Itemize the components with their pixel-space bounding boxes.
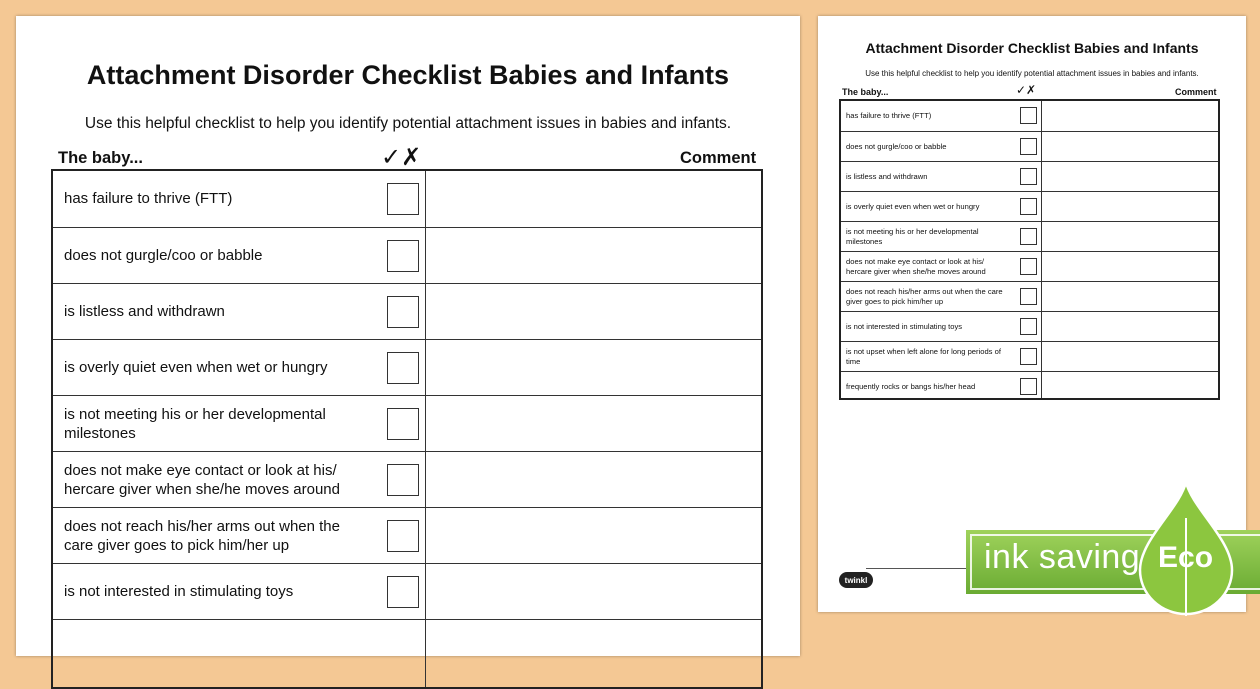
checkbox[interactable] (1020, 198, 1037, 215)
checklist-row (53, 451, 761, 507)
worksheet-subtitle-small: Use this helpful checklist to help you identify potential attachment issues in babies and infants. (865, 69, 1199, 78)
checklist-item-label: frequently rocks or bangs his/her head (846, 382, 976, 392)
checklist-item-label: does not gurgle/coo or babble (846, 142, 947, 152)
checklist-row (53, 339, 761, 395)
checklist-row (841, 311, 1218, 341)
checklist-item-label: is not meeting his or her developmental milestones (846, 227, 979, 246)
checklist-row (53, 283, 761, 339)
checklist-item-label: is listless and withdrawn (846, 172, 928, 182)
checklist-row (53, 395, 761, 451)
checklist-row (53, 563, 761, 619)
checkbox[interactable] (387, 408, 419, 440)
checkbox[interactable] (387, 240, 419, 272)
checklist-row (841, 161, 1218, 191)
checkbox[interactable] (1020, 168, 1037, 185)
twinkl-logo: twinkl (839, 572, 873, 588)
checklist-item-label: does not make eye contact or look at his/ hercare giver when she/he moves around (846, 257, 986, 276)
checkbox[interactable] (387, 296, 419, 328)
checklist-item-label: is not meeting his or her developmental milestones (64, 405, 326, 442)
checkbox[interactable] (1020, 138, 1037, 155)
checklist-item-label: is not interested in stimulating toys (64, 583, 294, 601)
checkbox[interactable] (1020, 107, 1037, 124)
checkbox[interactable] (387, 520, 419, 552)
checklist-item-label: does not make eye contact or look at his/ hercare giver when she/he moves around (64, 461, 340, 498)
checkbox[interactable] (1020, 258, 1037, 275)
checklist-item-label: does not gurgle/coo or babble (64, 247, 263, 265)
checklist-table-small (839, 99, 1220, 400)
column-header-comment: Comment (680, 149, 757, 167)
checkbox[interactable] (1020, 378, 1037, 395)
checklist-row (53, 171, 761, 227)
worksheet-subtitle: Use this helpful checklist to help you identify potential attachment issues in babies and infants. (84, 115, 732, 132)
checklist-item-label: does not reach his/her arms out when the care giver goes to pick him/her up (846, 287, 1003, 306)
checklist-row (841, 221, 1218, 251)
checkbox[interactable] (1020, 348, 1037, 365)
checkbox[interactable] (387, 464, 419, 496)
checkbox[interactable] (1020, 228, 1037, 245)
checklist-row (841, 251, 1218, 281)
checklist-row (841, 101, 1218, 131)
worksheet-title: Attachment Disorder Checklist Babies and Infants (86, 60, 730, 90)
checkbox[interactable] (1020, 318, 1037, 335)
checklist-item-label: is listless and withdrawn (64, 303, 225, 321)
column-header-baby: The baby... (58, 149, 143, 167)
checkbox[interactable] (387, 576, 419, 608)
checklist-row (841, 341, 1218, 371)
checkbox[interactable] (387, 352, 419, 384)
column-header-baby-small: The baby... (842, 87, 889, 97)
checklist-table (51, 169, 763, 689)
checklist-row (53, 507, 761, 563)
ink-saving-label: ink saving (984, 538, 1141, 576)
checklist-row (841, 281, 1218, 311)
worksheet-title-small: Attachment Disorder Checklist Babies and Infants (865, 40, 1199, 56)
checklist-item-label: is not interested in stimulating toys (846, 322, 963, 332)
checklist-item-label: is overly quiet even when wet or hungry (846, 202, 980, 212)
checklist-row (841, 191, 1218, 221)
checklist-item-label: is overly quiet even when wet or hungry (64, 359, 328, 377)
checklist-row (841, 131, 1218, 161)
column-header-tick-cross-small: ✓✗ (1016, 83, 1037, 97)
checkbox[interactable] (1020, 288, 1037, 305)
checklist-item-label: has failure to thrive (FTT) (64, 190, 233, 208)
checklist-row (53, 619, 761, 675)
checklist-row (53, 227, 761, 283)
checkbox[interactable] (387, 183, 419, 215)
column-header-tick-cross: ✓✗ (381, 144, 422, 171)
eco-label: Eco (1158, 541, 1214, 574)
worksheet-preview-large (16, 16, 800, 656)
checklist-item-label: has failure to thrive (FTT) (846, 111, 932, 121)
checklist-item-label: does not reach his/her arms out when the care giver goes to pick him/her up (64, 517, 340, 554)
checklist-row (841, 371, 1218, 401)
checklist-item-label: is not upset when left alone for long periods of time (846, 347, 1001, 366)
column-header-comment-small: Comment (1175, 87, 1217, 97)
